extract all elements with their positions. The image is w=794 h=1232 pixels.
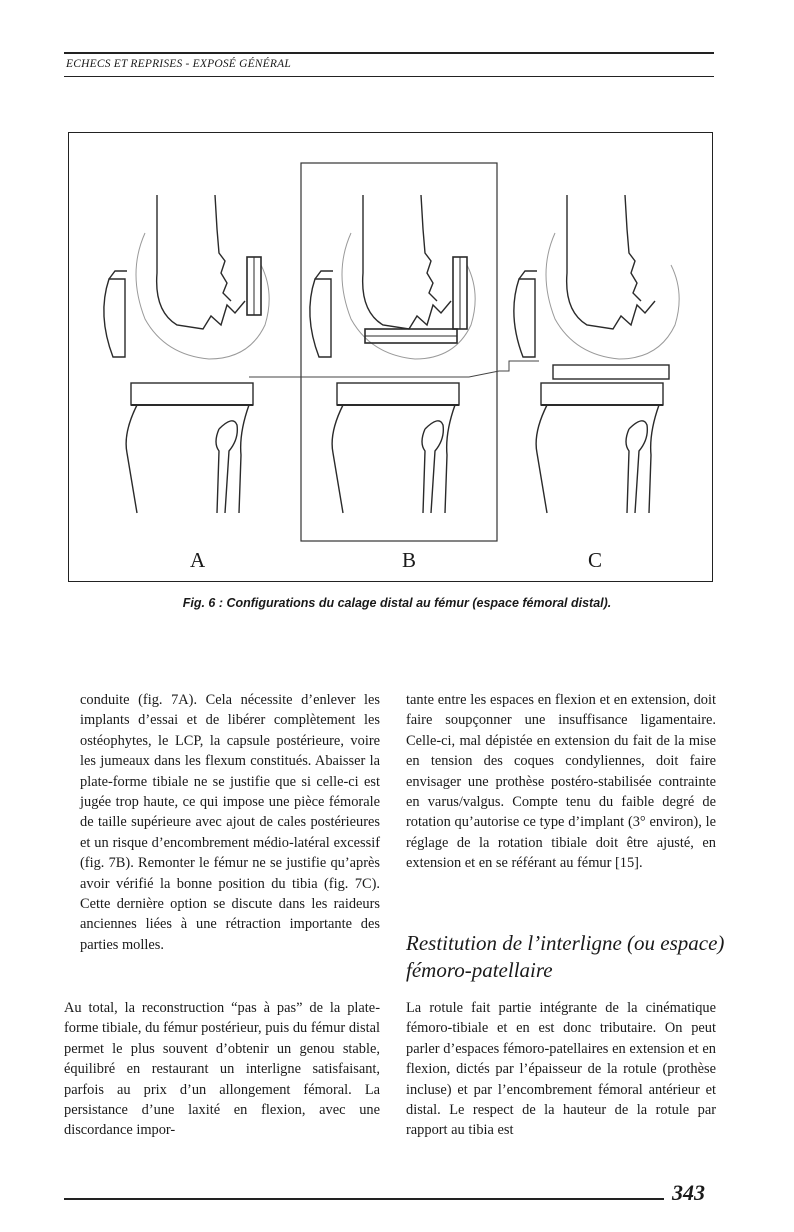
figure-label-a: A: [190, 548, 206, 572]
header-bottom-rule: [64, 76, 714, 77]
running-title: ECHECS ET REPRISES - EXPOSÉ GÉNÉRAL: [66, 58, 291, 70]
paragraph-text: conduite (fig. 7A). Cela nécessite d’enlever les implants d’essai et de libérer complètement les ostéophytes, le LCP, la capsule postérieure, voire les jumeaux dans les flexum constitués. Abaisser la plate-forme tibiale ne se justifie que si celle-ci est jugée trop haute, ce qui impose une pièce fémorale de taille supérieure avec ajout de cales postérieures et un risque d’encombrement médio-latéral excessif (fig. 7B). Remonter le fémur ne se justifie qu’après avoir vérifié la bonne position du tibia (fig. 7C). Cette dernière option se discute dans les raideurs anciennes liées à une rétraction importante des parties molles.: [80, 692, 380, 953]
body-column-left-paragraph-2: [64, 998, 380, 1141]
body-column-right-paragraph-2: [406, 998, 716, 1141]
knee-panel-c: [514, 195, 679, 513]
body-column-right-paragraph-1: [406, 690, 716, 874]
knee-diagram: [69, 133, 714, 583]
paragraph-text: Au total, la reconstruction “pas à pas” de la plate-forme tibiale, du fémur postérieur, puis du fémur distal permet le plus souvent d’obtenir un genou stable, équilibré en restaurant un interligne satisfaisant, parfois au prix d’un allongement fémoral. La persistance d’une laxité en flexion, avec une discordance impor-: [64, 1000, 380, 1139]
figure-6: [68, 132, 713, 582]
body-column-left-paragraph-1: [80, 690, 380, 955]
figure-label-b: B: [402, 548, 417, 572]
paragraph-text: La rotule fait partie intégrante de la cinématique fémoro-tibiale et en est donc tributaire. On peut parler d’espaces fémoro-patellaires en extension et en flexion, dictés par l’épaisseur de la rotule (prothèse incluse) et par l’encombrement fémoral antérieur et distal. Le respect de la hauteur de la rotule par rapport au tibia est: [406, 1000, 716, 1139]
section-heading: Restitution de l’interligne (ou espace) fémoro-patellaire: [406, 931, 725, 982]
figure-caption: Fig. 6 : Configurations du calage distal au fémur (espace fémoral distal).: [182, 596, 612, 610]
page-number: 343: [672, 1180, 705, 1205]
footer-rule: [64, 1198, 664, 1200]
knee-panel-a: [104, 195, 269, 513]
knee-panel-b: [310, 195, 475, 513]
figure-label-c: C: [588, 548, 603, 572]
header-top-rule: [64, 52, 714, 54]
paragraph-text: tante entre les espaces en flexion et en extension, doit faire soupçonner une insuffisance ligamentaire. Celle-ci, mal dépistée en extension du fait de la mise en tension des coques condyliennes, doit faire envisager une prothèse postéro-stabilisée contrainte en varus/valgus. Compte tenu du faible degré de rotation qu’autorise ce type d’implant (3° environ), le réglage de la rotation tibiale doit être ajusté, en extension et en se référant au fémur [15].: [406, 692, 716, 872]
joint-line-reference: [249, 361, 539, 377]
